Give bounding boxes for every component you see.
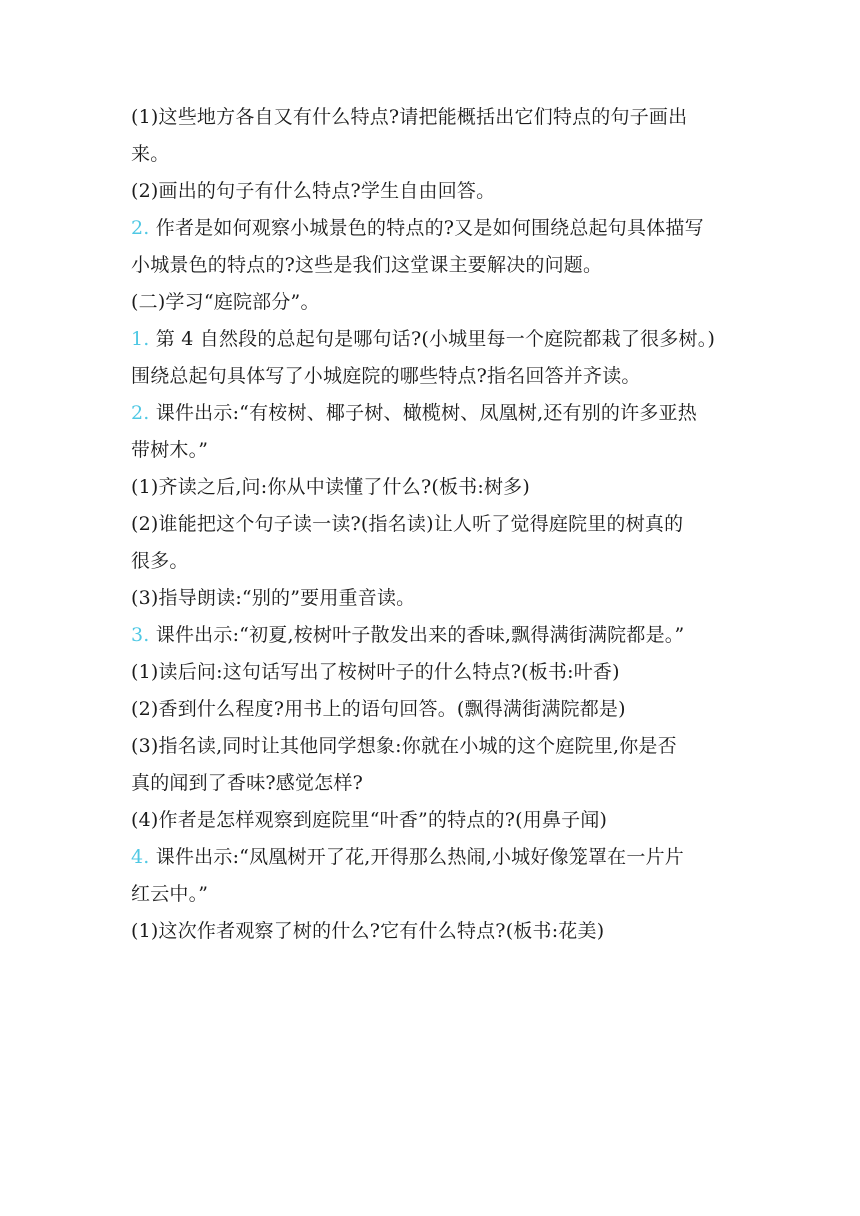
text-line <box>131 543 741 580</box>
line-text: 红云中。” <box>131 883 209 905</box>
document-body <box>131 99 741 950</box>
text-line <box>131 469 741 506</box>
text-line <box>131 136 741 173</box>
line-text: (2)香到什么程度?用书上的语句回答。(飘得满街满院都是) <box>131 698 626 720</box>
text-line <box>131 765 741 802</box>
text-line <box>131 691 741 728</box>
item-number: 1. <box>131 328 150 350</box>
line-text: 小城景色的特点的?这些是我们这堂课主要解决的问题。 <box>131 254 603 276</box>
line-text: (1)这些地方各自又有什么特点?请把能概括出它们特点的句子画出 <box>131 106 688 128</box>
line-text: (4)作者是怎样观察到庭院里“叶香”的特点的?(用鼻子闻) <box>131 809 608 831</box>
item-number: 4. <box>131 846 150 868</box>
line-text: 很多。 <box>131 550 189 572</box>
line-text: 真的闻到了香味?感觉怎样? <box>131 772 363 794</box>
text-line <box>131 99 741 136</box>
line-text: 课件出示:“初夏,桉树叶子散发出来的香味,飘得满街满院都是。” <box>155 624 685 646</box>
line-text: 围绕总起句具体写了小城庭院的哪些特点?指名回答并齐读。 <box>131 365 641 387</box>
line-text: 带树木。” <box>131 439 209 461</box>
item-number: 3. <box>131 624 150 646</box>
numbered-item <box>131 839 741 876</box>
line-text: 课件出示:“凤凰树开了花,开得那么热闹,小城好像笼罩在一片片 <box>155 846 684 868</box>
text-line <box>131 913 741 950</box>
line-text: 来。 <box>131 143 170 165</box>
item-number: 2. <box>131 217 150 239</box>
line-text: (1)齐读之后,问:你从中读懂了什么?(板书:树多) <box>131 476 530 498</box>
text-line <box>131 173 741 210</box>
line-text: (1)这次作者观察了树的什么?它有什么特点?(板书:花美) <box>131 920 605 942</box>
line-text: 课件出示:“有桉树、椰子树、橄榄树、凤凰树,还有别的许多亚热 <box>155 402 697 424</box>
numbered-item <box>131 321 741 358</box>
text-line <box>131 654 741 691</box>
section-heading <box>131 284 741 321</box>
line-text: 第 4 自然段的总起句是哪句话?(小城里每一个庭院都栽了很多树。) <box>155 328 716 350</box>
text-line <box>131 432 741 469</box>
numbered-item <box>131 210 741 247</box>
line-text: (1)读后问:这句话写出了桉树叶子的什么特点?(板书:叶香) <box>131 661 620 683</box>
line-text: (3)指导朗读:“别的”要用重音读。 <box>131 587 416 609</box>
item-number: 2. <box>131 402 150 424</box>
line-text: (2)画出的句子有什么特点?学生自由回答。 <box>131 180 496 202</box>
line-text: 作者是如何观察小城景色的特点的?又是如何围绕总起句具体描写 <box>155 217 704 239</box>
text-line <box>131 876 741 913</box>
text-line <box>131 802 741 839</box>
line-text: (二)学习“庭院部分”。 <box>131 291 320 313</box>
text-line <box>131 247 741 284</box>
numbered-item <box>131 395 741 432</box>
text-line <box>131 506 741 543</box>
text-line <box>131 580 741 617</box>
text-line <box>131 358 741 395</box>
line-text: (3)指名读,同时让其他同学想象:你就在小城的这个庭院里,你是否 <box>131 735 677 757</box>
numbered-item <box>131 617 741 654</box>
text-line <box>131 728 741 765</box>
line-text: (2)谁能把这个句子读一读?(指名读)让人听了觉得庭院里的树真的 <box>131 513 684 535</box>
